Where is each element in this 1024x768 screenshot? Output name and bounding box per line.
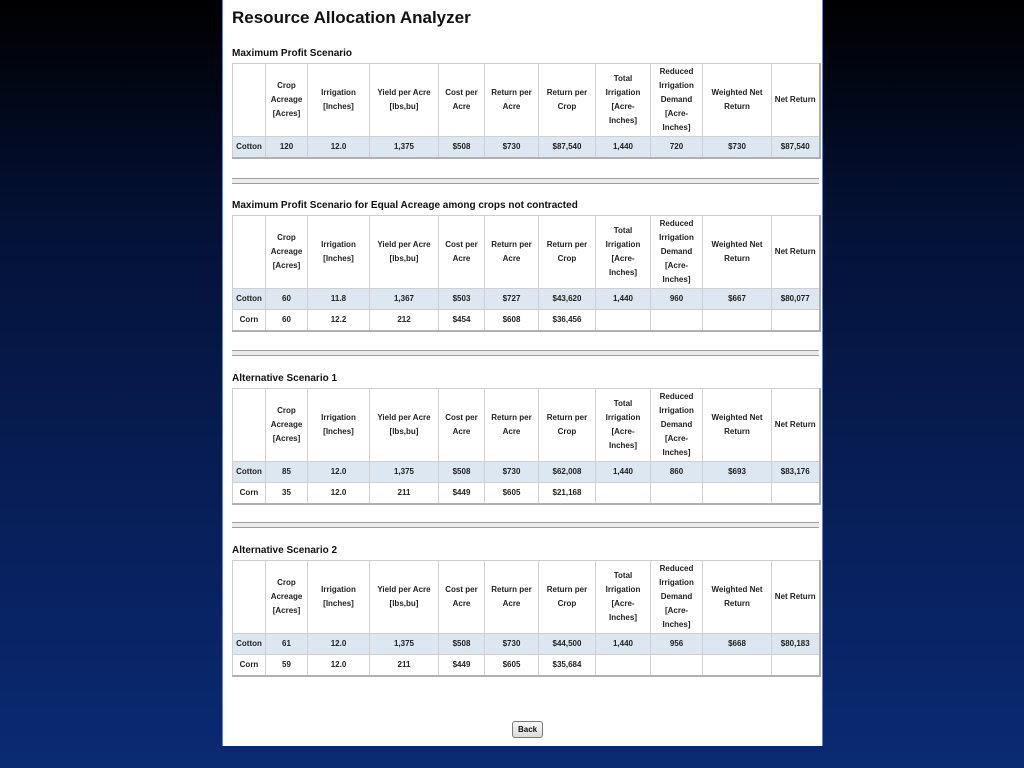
scenario-section — [232, 199, 819, 332]
crop-name-cell: Corn — [233, 655, 266, 677]
cost-header: Cost per Acre — [439, 216, 485, 289]
acreage-cell: 60 — [266, 310, 308, 332]
crop-header — [233, 389, 266, 462]
acreage-cell: 59 — [266, 655, 308, 677]
cost-cell: $503 — [439, 289, 485, 310]
scenario-title: Alternative Scenario 2 — [232, 545, 338, 556]
return-acre-header: Return per Acre — [485, 216, 539, 289]
cost-header: Cost per Acre — [439, 561, 485, 634]
yield-cell: 211 — [370, 655, 439, 677]
weighted-return-cell: $668 — [703, 634, 772, 655]
weighted-return-cell: $693 — [703, 462, 772, 483]
yield-cell: 1,367 — [370, 289, 439, 310]
weighted-return-header: Weighted Net Return — [703, 389, 772, 462]
table-row — [233, 483, 820, 505]
irrigation-cell: 12.2 — [308, 310, 370, 332]
scenario-table — [232, 388, 821, 505]
yield-cell: 211 — [370, 483, 439, 505]
yield-header: Yield per Acre [lbs,bu] — [370, 561, 439, 634]
irrigation-cell: 11.8 — [308, 289, 370, 310]
weighted-return-cell: $667 — [703, 289, 772, 310]
page-title: Resource Allocation Analyzer — [232, 8, 471, 27]
yield-header: Yield per Acre [lbs,bu] — [370, 64, 439, 137]
total-irrigation-cell — [596, 483, 651, 505]
cost-header: Cost per Acre — [439, 64, 485, 137]
net-return-cell — [772, 310, 820, 332]
crop-name-cell: Cotton — [233, 634, 266, 655]
acreage-cell: 35 — [266, 483, 308, 505]
cost-header: Cost per Acre — [439, 389, 485, 462]
back-button[interactable]: Back — [512, 721, 543, 738]
table-row — [233, 462, 820, 483]
total-irrigation-header: Total Irrigation [Acre-Inches] — [596, 389, 651, 462]
return-crop-cell: $44,500 — [539, 634, 596, 655]
irrigation-header: Irrigation [Inches] — [308, 216, 370, 289]
table-row — [233, 634, 820, 655]
return-crop-cell: $87,540 — [539, 137, 596, 159]
return-crop-header: Return per Crop — [539, 561, 596, 634]
acreage-cell: 85 — [266, 462, 308, 483]
reduced-demand-cell: 956 — [651, 634, 703, 655]
crop-header — [233, 216, 266, 289]
scenario-title: Maximum Profit Scenario — [232, 48, 353, 59]
reduced-demand-header: Reduced Irrigation Demand [Acre-Inches] — [651, 389, 703, 462]
net-return-cell: $80,077 — [772, 289, 820, 310]
net-return-header: Net Return — [772, 216, 820, 289]
return-acre-cell: $730 — [485, 462, 539, 483]
report-page — [222, 0, 823, 746]
scenario-section — [232, 544, 819, 677]
return-acre-cell: $608 — [485, 310, 539, 332]
total-irrigation-header: Total Irrigation [Acre-Inches] — [596, 561, 651, 634]
crop-header — [233, 561, 266, 634]
return-crop-cell: $43,620 — [539, 289, 596, 310]
weighted-return-header: Weighted Net Return — [703, 561, 772, 634]
reduced-demand-cell: 720 — [651, 137, 703, 159]
reduced-demand-header: Reduced Irrigation Demand [Acre-Inches] — [651, 561, 703, 634]
cost-cell: $508 — [439, 137, 485, 159]
total-irrigation-cell: 1,440 — [596, 462, 651, 483]
return-crop-header: Return per Crop — [539, 216, 596, 289]
return-acre-cell: $730 — [485, 137, 539, 159]
acreage-header: Crop Acreage [Acres] — [266, 389, 308, 462]
header-row — [233, 64, 820, 137]
yield-cell: 1,375 — [370, 137, 439, 159]
total-irrigation-cell — [596, 655, 651, 677]
return-crop-cell: $21,168 — [539, 483, 596, 505]
scenario-title: Alternative Scenario 1 — [232, 373, 338, 384]
weighted-return-cell — [703, 655, 772, 677]
yield-header: Yield per Acre [lbs,bu] — [370, 216, 439, 289]
header-row — [233, 561, 820, 634]
total-irrigation-cell: 1,440 — [596, 137, 651, 159]
return-crop-header: Return per Crop — [539, 64, 596, 137]
net-return-cell — [772, 655, 820, 677]
irrigation-cell: 12.0 — [308, 483, 370, 505]
scenario-table — [232, 560, 821, 677]
cost-cell: $449 — [439, 483, 485, 505]
acreage-header: Crop Acreage [Acres] — [266, 216, 308, 289]
cost-cell: $449 — [439, 655, 485, 677]
weighted-return-header: Weighted Net Return — [703, 64, 772, 137]
return-acre-header: Return per Acre — [485, 389, 539, 462]
yield-cell: 212 — [370, 310, 439, 332]
yield-cell: 1,375 — [370, 634, 439, 655]
scenario-table — [232, 215, 821, 332]
net-return-cell: $87,540 — [772, 137, 820, 159]
reduced-demand-header: Reduced Irrigation Demand [Acre-Inches] — [651, 64, 703, 137]
scenario-table — [232, 63, 821, 159]
weighted-return-cell: $730 — [703, 137, 772, 159]
header-row — [233, 216, 820, 289]
reduced-demand-cell: 960 — [651, 289, 703, 310]
net-return-cell: $83,176 — [772, 462, 820, 483]
irrigation-cell: 12.0 — [308, 634, 370, 655]
crop-header — [233, 64, 266, 137]
net-return-header: Net Return — [772, 389, 820, 462]
crop-name-cell: Corn — [233, 310, 266, 332]
weighted-return-header: Weighted Net Return — [703, 216, 772, 289]
table-row — [233, 655, 820, 677]
crop-name-cell: Cotton — [233, 137, 266, 159]
net-return-cell — [772, 483, 820, 505]
weighted-return-cell — [703, 483, 772, 505]
return-crop-cell: $62,008 — [539, 462, 596, 483]
irrigation-cell: 12.0 — [308, 137, 370, 159]
scenario-section — [232, 372, 819, 505]
crop-name-cell: Corn — [233, 483, 266, 505]
crop-name-cell: Cotton — [233, 289, 266, 310]
cost-cell: $508 — [439, 634, 485, 655]
return-acre-cell: $730 — [485, 634, 539, 655]
weighted-return-cell — [703, 310, 772, 332]
section-divider — [232, 522, 819, 528]
return-crop-cell: $36,456 — [539, 310, 596, 332]
acreage-header: Crop Acreage [Acres] — [266, 64, 308, 137]
reduced-demand-cell — [651, 483, 703, 505]
net-return-header: Net Return — [772, 64, 820, 137]
total-irrigation-cell: 1,440 — [596, 634, 651, 655]
reduced-demand-header: Reduced Irrigation Demand [Acre-Inches] — [651, 216, 703, 289]
crop-name-cell: Cotton — [233, 462, 266, 483]
total-irrigation-header: Total Irrigation [Acre-Inches] — [596, 64, 651, 137]
cost-cell: $508 — [439, 462, 485, 483]
irrigation-cell: 12.0 — [308, 462, 370, 483]
table-row — [233, 137, 820, 159]
total-irrigation-header: Total Irrigation [Acre-Inches] — [596, 216, 651, 289]
return-acre-cell: $605 — [485, 483, 539, 505]
acreage-cell: 120 — [266, 137, 308, 159]
return-crop-header: Return per Crop — [539, 389, 596, 462]
irrigation-cell: 12.0 — [308, 655, 370, 677]
total-irrigation-cell — [596, 310, 651, 332]
scenario-section — [232, 47, 819, 159]
return-acre-cell: $605 — [485, 655, 539, 677]
yield-header: Yield per Acre [lbs,bu] — [370, 389, 439, 462]
reduced-demand-cell — [651, 310, 703, 332]
net-return-cell: $80,183 — [772, 634, 820, 655]
header-row — [233, 389, 820, 462]
scenario-title: Maximum Profit Scenario for Equal Acreage among crops not contracted — [232, 200, 578, 211]
reduced-demand-cell — [651, 655, 703, 677]
net-return-header: Net Return — [772, 561, 820, 634]
section-divider — [232, 350, 819, 356]
table-row — [233, 289, 820, 310]
return-acre-header: Return per Acre — [485, 64, 539, 137]
return-crop-cell: $35,684 — [539, 655, 596, 677]
acreage-cell: 61 — [266, 634, 308, 655]
section-divider — [232, 178, 819, 184]
return-acre-header: Return per Acre — [485, 561, 539, 634]
table-row — [233, 310, 820, 332]
total-irrigation-cell: 1,440 — [596, 289, 651, 310]
acreage-header: Crop Acreage [Acres] — [266, 561, 308, 634]
acreage-cell: 60 — [266, 289, 308, 310]
irrigation-header: Irrigation [Inches] — [308, 561, 370, 634]
yield-cell: 1,375 — [370, 462, 439, 483]
cost-cell: $454 — [439, 310, 485, 332]
return-acre-cell: $727 — [485, 289, 539, 310]
reduced-demand-cell: 860 — [651, 462, 703, 483]
irrigation-header: Irrigation [Inches] — [308, 389, 370, 462]
irrigation-header: Irrigation [Inches] — [308, 64, 370, 137]
